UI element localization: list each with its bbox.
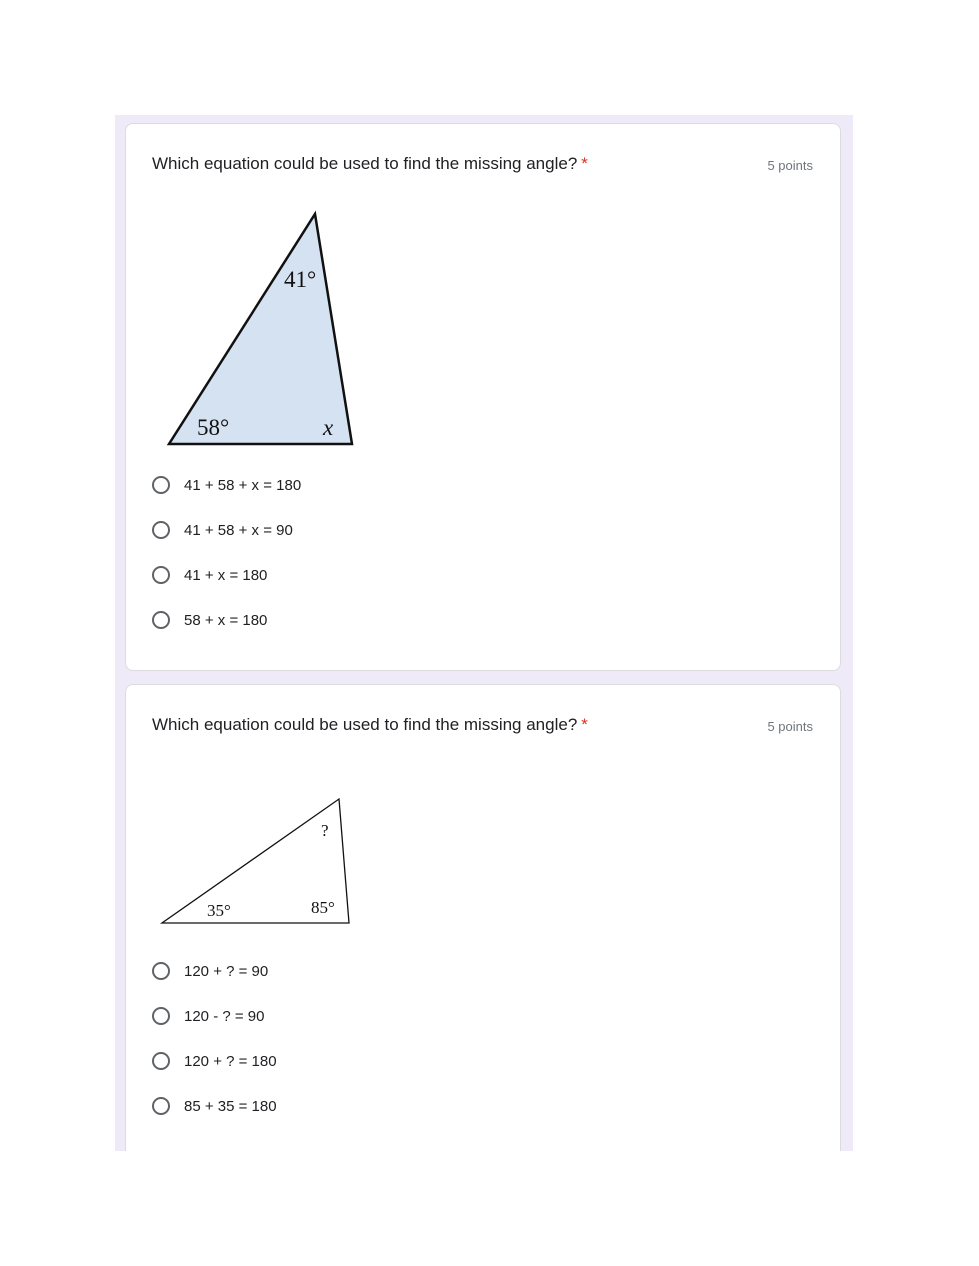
radio-button[interactable] [152,1052,170,1070]
option-label: 85 + 35 = 180 [184,1097,277,1115]
radio-button[interactable] [152,521,170,539]
option-2[interactable] [152,518,293,542]
radio-button[interactable] [152,1007,170,1025]
option-3[interactable] [152,563,267,587]
triangle-figure-1 [160,205,365,455]
angle-label-bottom-left: 58° [197,415,230,440]
option-label: 120 + ? = 180 [184,1052,277,1070]
radio-button[interactable] [152,962,170,980]
radio-button[interactable] [152,611,170,629]
angle-label-bottom-right: 85° [311,898,335,917]
angle-label-top: ? [321,821,329,840]
option-label: 41 + 58 + x = 90 [184,521,293,539]
radio-button[interactable] [152,566,170,584]
angle-label-top: 41° [284,267,317,292]
option-3[interactable] [152,1049,277,1073]
option-label: 120 - ? = 90 [184,1007,265,1025]
radio-button[interactable] [152,476,170,494]
angle-label-bottom-right: x [323,415,334,440]
required-asterisk: * [581,154,588,173]
option-2[interactable] [152,1004,264,1028]
triangle-figure-2 [155,790,360,930]
option-1[interactable] [152,473,301,497]
option-4[interactable] [152,608,267,632]
option-label: 41 + x = 180 [184,566,268,584]
radio-button[interactable] [152,1097,170,1115]
question-title: Which equation could be used to find the missing angle? * [152,154,588,173]
angle-label-bottom-left: 35° [207,901,231,920]
triangle-shape [169,214,352,444]
option-label: 41 + 58 + x = 180 [184,476,302,494]
option-label: 58 + x = 180 [184,611,268,629]
option-label: 120 + ? = 90 [184,962,269,980]
points-label: 5 points [767,158,813,173]
points-label: 5 points [767,719,813,734]
option-1[interactable] [152,959,268,983]
required-asterisk: * [581,715,588,734]
option-4[interactable] [152,1094,277,1118]
question-title: Which equation could be used to find the missing angle? * [152,715,588,734]
